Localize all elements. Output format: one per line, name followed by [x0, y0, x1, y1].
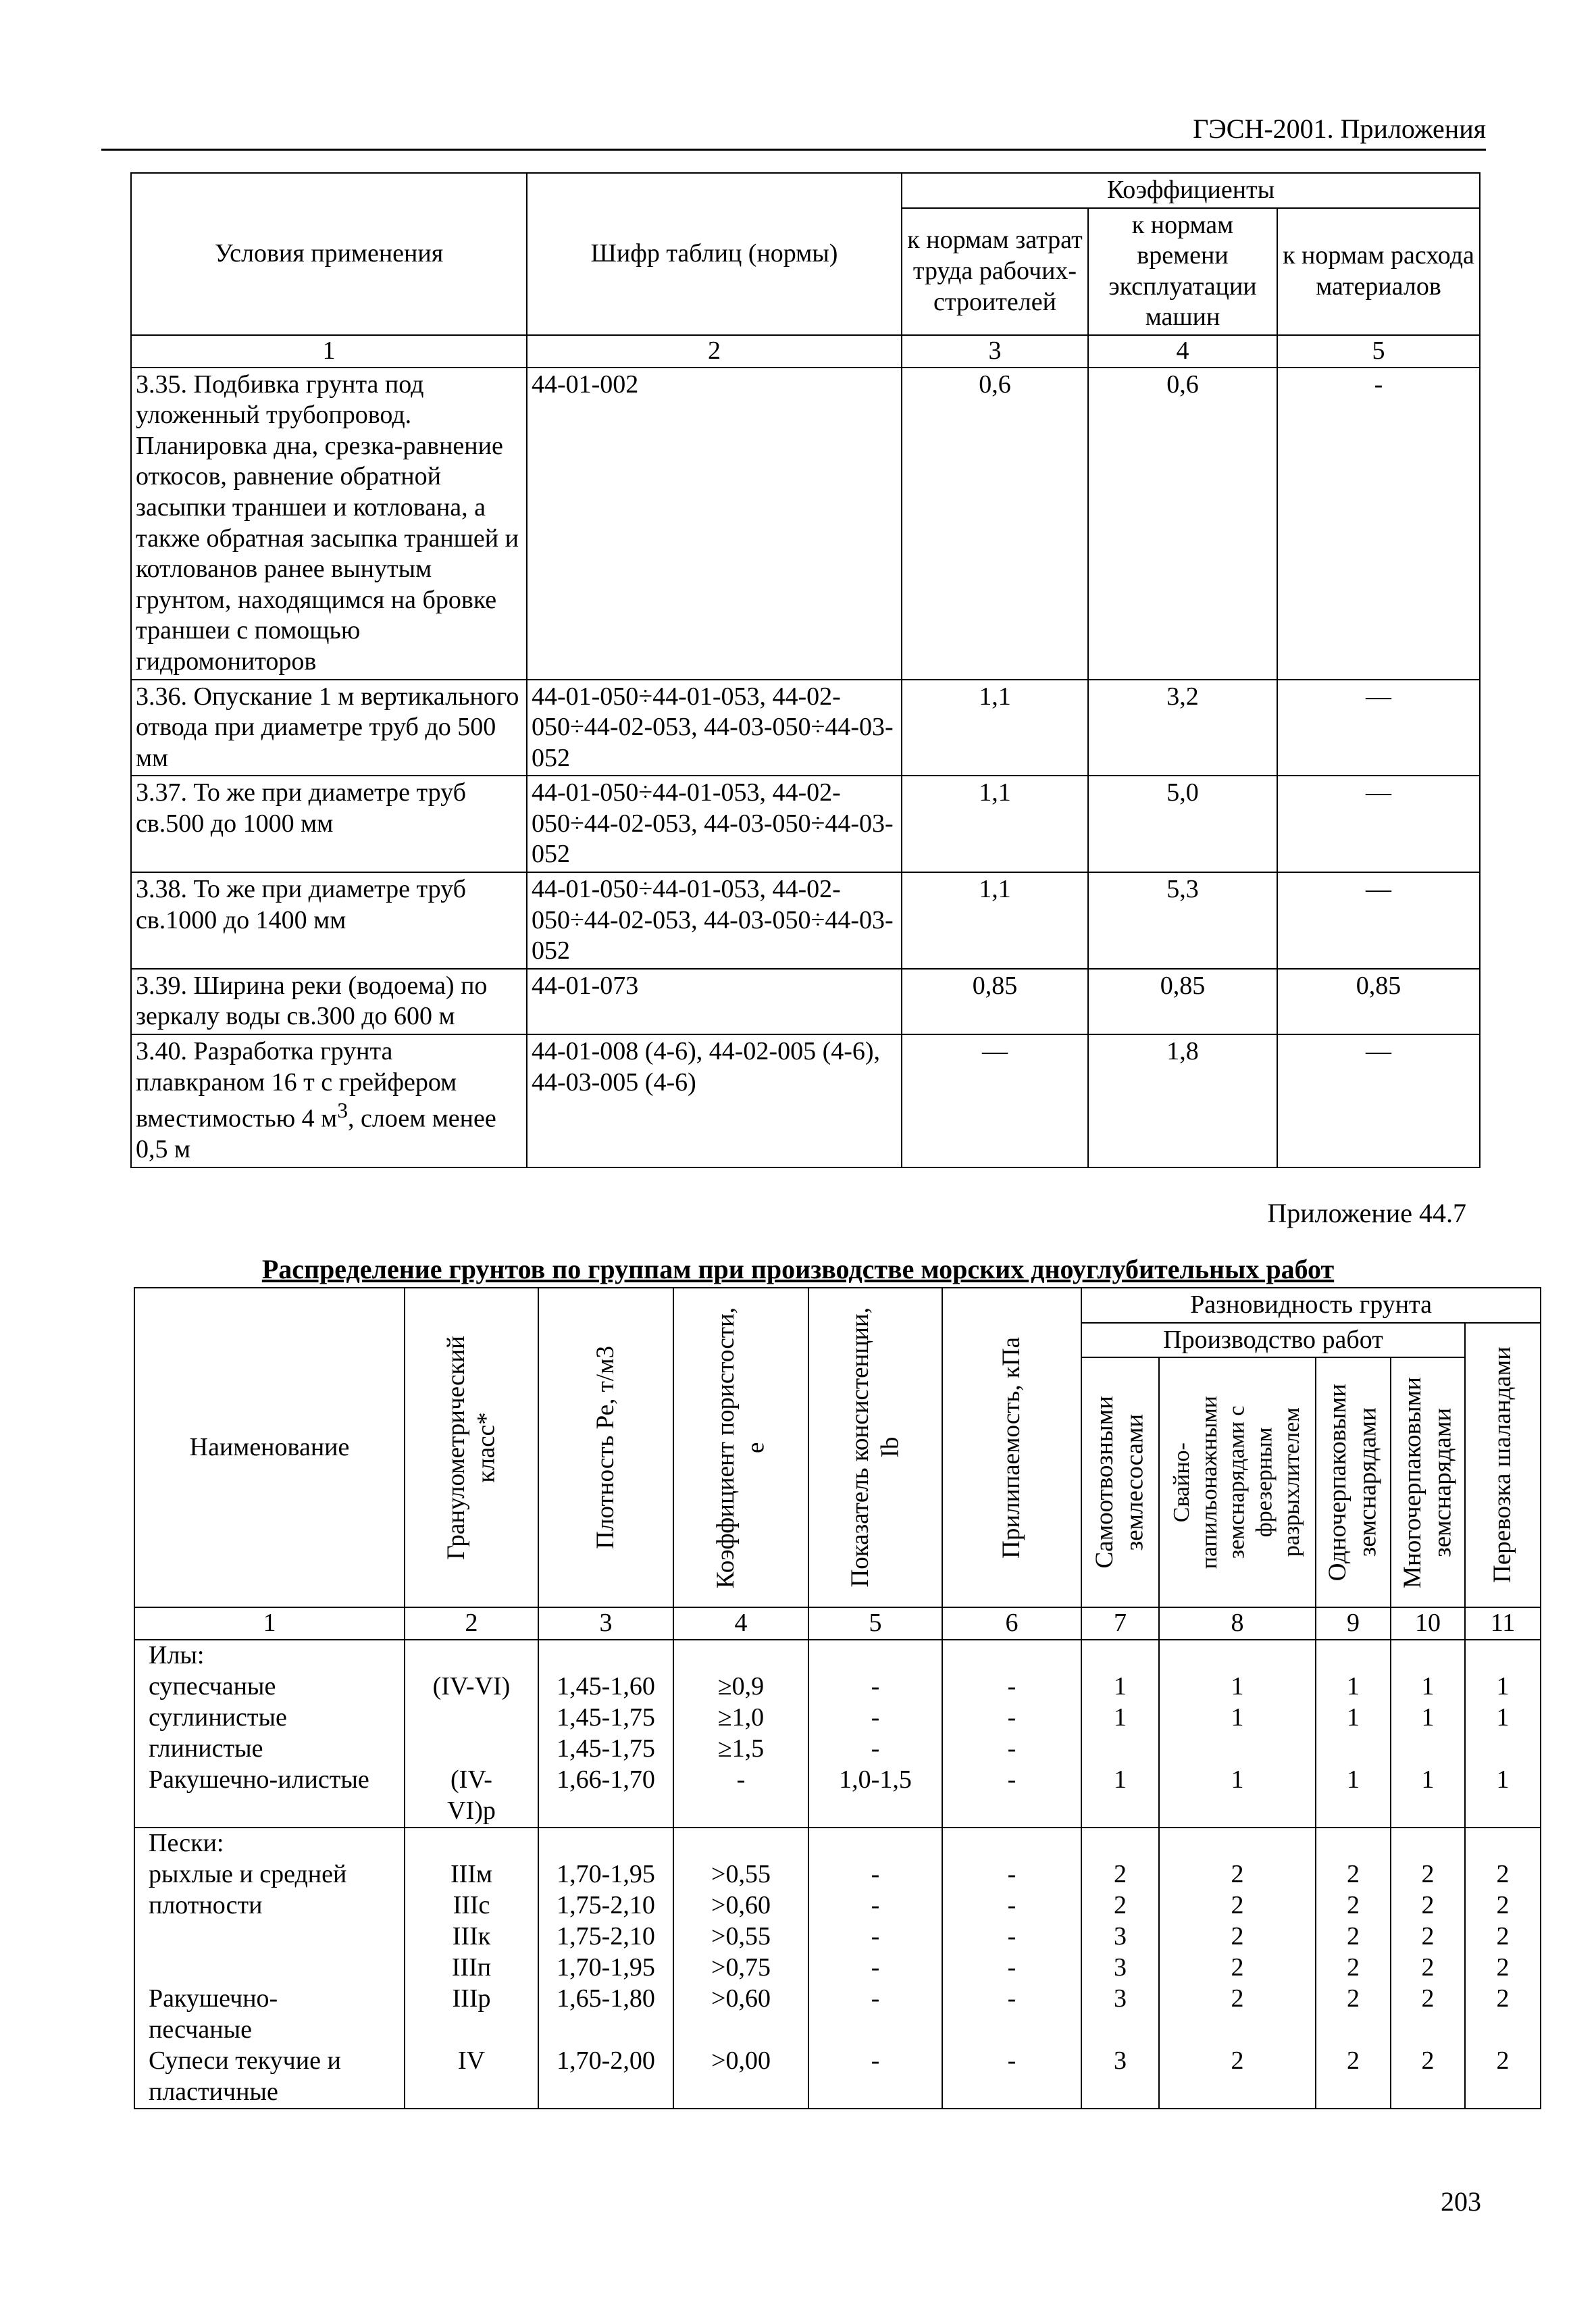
t2-col-consistency: Показатель консистенции, Ib	[808, 1288, 942, 1607]
t2-cell	[1316, 1640, 1391, 1671]
t2-cell: 2	[1316, 1890, 1391, 1921]
t1-header-row-1	[131, 173, 1480, 208]
t2-col-adhesion: Прилипаемость, кПа	[942, 1288, 1081, 1607]
t1-row	[131, 1034, 1480, 1167]
t2-cell: 1,45-1,75	[538, 1734, 673, 1765]
t2-cell: IIIк	[405, 1921, 538, 1953]
t2-cell: IV	[405, 2046, 538, 2077]
t2-cell: 1	[1391, 1671, 1465, 1703]
t2-cell: 1	[1465, 1671, 1541, 1703]
t1-k1: 1,1	[902, 872, 1088, 969]
t2-cell: 2	[1159, 1890, 1316, 1921]
t2-cell	[1081, 1640, 1159, 1671]
t2-name: Илы:	[134, 1640, 405, 1671]
t2-col-name: Наименование	[134, 1288, 405, 1607]
t2-cell	[1159, 1796, 1316, 1828]
t2-cell: 2	[1391, 1984, 1465, 2015]
t2-num: 3	[538, 1607, 673, 1640]
t2-num: 11	[1465, 1607, 1541, 1640]
t2-cell: -	[808, 2046, 942, 2077]
t1-code: 44-01-050÷44-01-053, 44-02-050÷44-02-053, 44-03-050÷44-03-052	[527, 872, 902, 969]
t1-k3: —	[1277, 1034, 1480, 1167]
t2-cell	[405, 1640, 538, 1671]
t2-cell: 1,70-1,95	[538, 1859, 673, 1890]
t1-col-conditions: Условия применения	[131, 173, 527, 335]
t2-cell: 2	[1316, 1921, 1391, 1953]
t1-row	[131, 776, 1480, 872]
t2-row	[134, 1703, 1541, 1734]
t2-cell	[405, 1703, 538, 1734]
t1-num: 1	[131, 335, 527, 368]
t2-cell	[1081, 1796, 1159, 1828]
t2-row	[134, 1828, 1541, 1859]
t2-num: 9	[1316, 1607, 1391, 1640]
t2-cell: >0,55	[673, 1921, 808, 1953]
t2-name: Ракушечно-илистые	[134, 1765, 405, 1796]
t1-k2: 3,2	[1088, 680, 1277, 776]
t1-code: 44-01-050÷44-01-053, 44-02-050÷44-02-053, 44-03-050÷44-03-052	[527, 776, 902, 872]
t2-cell: -	[808, 1703, 942, 1734]
t2-cell	[1316, 1796, 1391, 1828]
coefficients-table	[130, 172, 1481, 1168]
t1-k2: 1,8	[1088, 1034, 1277, 1167]
t2-cell	[1465, 1828, 1541, 1859]
t2-cell: 2	[1465, 1953, 1541, 1984]
t2-row	[134, 1953, 1541, 1984]
t2-cell: 1	[1465, 1765, 1541, 1796]
t2-cell: >0,00	[673, 2046, 808, 2077]
t2-name: пластичные	[134, 2077, 405, 2109]
table2-title: Распределение грунтов по группам при производстве морских дноуглубительных работ	[261, 1254, 1335, 1284]
t2-cell: -	[808, 1734, 942, 1765]
t2-cell	[1159, 1828, 1316, 1859]
t2-cell: 2	[1391, 2046, 1465, 2077]
t2-col-density: Плотность Ре, т/м3	[538, 1288, 673, 1607]
t2-num: 7	[1081, 1607, 1159, 1640]
t2-cell: ≥1,0	[673, 1703, 808, 1734]
t2-cell: -	[942, 1734, 1081, 1765]
t2-name	[134, 1953, 405, 1984]
t1-k2: 0,6	[1088, 368, 1277, 680]
t1-k3: -	[1277, 368, 1480, 680]
t2-cell: 2	[1316, 1859, 1391, 1890]
t2-cell	[1159, 1640, 1316, 1671]
t2-row	[134, 1734, 1541, 1765]
t2-cell	[1465, 1734, 1541, 1765]
t2-number-row	[134, 1607, 1541, 1640]
t2-cell	[1465, 2077, 1541, 2109]
t1-k1: 1,1	[902, 776, 1088, 872]
t2-cell	[405, 1734, 538, 1765]
t2-cell: 2	[1159, 1859, 1316, 1890]
t1-num: 4	[1088, 335, 1277, 368]
t1-row	[131, 368, 1480, 680]
t2-cell: 1	[1391, 1703, 1465, 1734]
t2-cell: 2	[1081, 1859, 1159, 1890]
t2-cell: 1	[1081, 1765, 1159, 1796]
t2-cell: >0,60	[673, 1984, 808, 2015]
t2-cell	[1391, 1734, 1465, 1765]
t2-cell	[673, 1828, 808, 1859]
t2-cell	[808, 1796, 942, 1828]
t2-cell: VI)р	[405, 1796, 538, 1828]
t2-row	[134, 1921, 1541, 1953]
t2-cell: 1,75-2,10	[538, 1921, 673, 1953]
running-header	[101, 108, 1486, 151]
t2-cell: -	[808, 1921, 942, 1953]
t1-cond-sup: 3	[337, 1099, 349, 1123]
t2-cell	[1159, 2015, 1316, 2046]
t1-cond-post: , слоем менее 0,5 м	[136, 1104, 496, 1164]
t1-k2: 0,85	[1088, 969, 1277, 1034]
t2-cell: 1	[1316, 1703, 1391, 1734]
t2-cell	[673, 2077, 808, 2109]
t2-cell: 2	[1465, 1984, 1541, 2015]
t2-cell	[1159, 2077, 1316, 2109]
t1-k3: —	[1277, 872, 1480, 969]
t2-cell: -	[942, 1703, 1081, 1734]
t1-cond-pre: 3.40. Разработка грунта плавкраном 16 т с грейфером вместимостью 4 м	[136, 1037, 457, 1133]
t1-row	[131, 680, 1480, 776]
t1-code: 44-01-002	[527, 368, 902, 680]
t2-name: Супеси текучие и	[134, 2046, 405, 2077]
t2-cell: >0,55	[673, 1859, 808, 1890]
t2-cell: -	[808, 1890, 942, 1921]
t2-name: рыхлые и средней	[134, 1859, 405, 1890]
t1-row	[131, 969, 1480, 1034]
t2-cell	[405, 2077, 538, 2109]
t2-name: Ракушечно-	[134, 1984, 405, 2015]
t2-cell	[1465, 1796, 1541, 1828]
t2-row	[134, 1640, 1541, 1671]
t2-cell	[1081, 1734, 1159, 1765]
t2-row	[134, 2015, 1541, 2046]
t2-num: 8	[1159, 1607, 1316, 1640]
t2-cell: 3	[1081, 1921, 1159, 1953]
t2-cell	[538, 1828, 673, 1859]
t2-col-class: Гранулометрический класс*	[405, 1288, 538, 1607]
t2-num: 5	[808, 1607, 942, 1640]
t1-num: 2	[527, 335, 902, 368]
t2-col-self-propelled: Самоотвозными землесосами	[1081, 1357, 1159, 1607]
t1-cond: 3.35. Подбивка грунта под уложенный трубопровод. Планировка дна, срезка-равнение откосов, равнение обратной засыпки траншеи и котлована, а также обратная засыпка траншей и котлованов ранее вынутым грунтом, находящимся на бровке траншеи с помощью гидромониторов	[131, 368, 527, 680]
t2-production-group: Производство работ	[1081, 1323, 1465, 1358]
t2-cell	[538, 2077, 673, 2109]
t2-cell: -	[808, 1984, 942, 2015]
t2-cell: (IV-	[405, 1765, 538, 1796]
appendix-label: Приложение 44.7	[1267, 1198, 1466, 1228]
t2-num: 10	[1391, 1607, 1465, 1640]
t1-k3: 0,85	[1277, 969, 1480, 1034]
t2-cell	[808, 1640, 942, 1671]
t2-col-porosity: Коэффициент пористости, e	[673, 1288, 808, 1607]
t2-cell: 1	[1159, 1703, 1316, 1734]
t1-col-machines: к нормам времени эксплуатации машин	[1088, 208, 1277, 335]
t2-cell: -	[942, 1859, 1081, 1890]
t1-num: 5	[1277, 335, 1480, 368]
t2-cell: 1,65-1,80	[538, 1984, 673, 2015]
t2-col-scows: Перевозка шаландами	[1465, 1323, 1541, 1608]
t2-cell: 2	[1465, 1921, 1541, 1953]
t2-col-single-bucket: Одночерпаковыми земснарядами	[1316, 1357, 1391, 1607]
t2-row	[134, 1859, 1541, 1890]
t2-cell: -	[808, 1953, 942, 1984]
t2-cell: 2	[1316, 1953, 1391, 1984]
t2-cell: 2	[1316, 2046, 1391, 2077]
t2-cell: ≥1,5	[673, 1734, 808, 1765]
t2-cell: 1	[1081, 1703, 1159, 1734]
t2-cell: 1,70-2,00	[538, 2046, 673, 2077]
t2-cell	[1391, 1828, 1465, 1859]
t2-cell	[1391, 2077, 1465, 2109]
t2-variety-group: Разновидность грунта	[1081, 1288, 1541, 1323]
t2-num: 6	[942, 1607, 1081, 1640]
t2-cell: 1,70-1,95	[538, 1953, 673, 1984]
t2-name: суглинистые	[134, 1703, 405, 1734]
t1-k2: 5,0	[1088, 776, 1277, 872]
t2-cell	[1391, 1640, 1465, 1671]
t1-code: 44-01-050÷44-01-053, 44-02-050÷44-02-053, 44-03-050÷44-03-052	[527, 680, 902, 776]
t2-row	[134, 2046, 1541, 2077]
t2-name: песчаные	[134, 2015, 405, 2046]
t2-cell: 1,0-1,5	[808, 1765, 942, 1796]
soil-groups-table	[134, 1287, 1541, 2109]
t2-num: 1	[134, 1607, 405, 1640]
t2-cell: 2	[1391, 1921, 1465, 1953]
t1-col-code: Шифр таблиц (нормы)	[527, 173, 902, 335]
t1-k1: 0,85	[902, 969, 1088, 1034]
t2-num: 4	[673, 1607, 808, 1640]
t2-cell: -	[942, 1765, 1081, 1796]
t2-cell: 2	[1159, 1921, 1316, 1953]
t2-cell: 1	[1159, 1765, 1316, 1796]
t2-cell: 3	[1081, 1984, 1159, 2015]
t2-cell: IIIм	[405, 1859, 538, 1890]
t2-cell: 1	[1316, 1671, 1391, 1703]
t1-cond: 3.36. Опускание 1 м вертикального отвода при диаметре труб до 500 мм	[131, 680, 527, 776]
t2-row	[134, 1765, 1541, 1796]
t2-name	[134, 1921, 405, 1953]
t2-cell: -	[942, 1984, 1081, 2015]
t2-cell	[1316, 1828, 1391, 1859]
t2-cell	[942, 1796, 1081, 1828]
t2-cell	[673, 1640, 808, 1671]
t2-cell	[673, 2015, 808, 2046]
t2-cell: 1,75-2,10	[538, 1890, 673, 1921]
t2-cell: 1,45-1,60	[538, 1671, 673, 1703]
t2-cell: -	[942, 2046, 1081, 2077]
t2-cell: IIIр	[405, 1984, 538, 2015]
t2-row	[134, 1984, 1541, 2015]
t2-cell	[1081, 2015, 1159, 2046]
t2-cell: 2	[1391, 1953, 1465, 1984]
t2-cell	[1465, 2015, 1541, 2046]
t2-cell: 2	[1391, 1859, 1465, 1890]
t2-cell	[1465, 1640, 1541, 1671]
t2-cell: 3	[1081, 2046, 1159, 2077]
t2-col-pile: Свайно- папильонажными земснарядами с фрезерным разрыхлителем	[1159, 1357, 1316, 1607]
t2-cell: -	[942, 1921, 1081, 1953]
t2-cell: 1	[1465, 1703, 1541, 1734]
t2-cell: 1	[1391, 1765, 1465, 1796]
t2-row	[134, 1890, 1541, 1921]
t1-code: 44-01-008 (4-6), 44-02-005 (4-6), 44-03-005 (4-6)	[527, 1034, 902, 1167]
t2-cell: 2	[1159, 1953, 1316, 1984]
t1-number-row	[131, 335, 1480, 368]
t2-cell: 1,45-1,75	[538, 1703, 673, 1734]
t1-k1: 1,1	[902, 680, 1088, 776]
t2-cell	[808, 1828, 942, 1859]
t2-cell: 2	[1391, 1890, 1465, 1921]
t1-k2: 5,3	[1088, 872, 1277, 969]
t2-name: глинистые	[134, 1734, 405, 1765]
t2-cell: 2	[1465, 2046, 1541, 2077]
t1-cond: 3.39. Ширина реки (водоема) по зеркалу воды св.300 до 600 м	[131, 969, 527, 1034]
t2-cell: -	[808, 1859, 942, 1890]
t2-cell: 1	[1081, 1671, 1159, 1703]
t2-cell	[808, 2015, 942, 2046]
t2-name	[134, 1796, 405, 1828]
t2-cell	[538, 1640, 673, 1671]
t1-col-materials: к нормам расхода материалов	[1277, 208, 1480, 335]
t1-cond	[131, 1034, 527, 1167]
t2-cell: 2	[1159, 1984, 1316, 2015]
t2-cell	[808, 2077, 942, 2109]
t2-cell: 2	[1316, 1984, 1391, 2015]
t2-cell: (IV-VI)	[405, 1671, 538, 1703]
t2-cell	[1316, 2077, 1391, 2109]
t2-cell	[538, 2015, 673, 2046]
t1-num: 3	[902, 335, 1088, 368]
t2-cell	[538, 1796, 673, 1828]
t1-code: 44-01-073	[527, 969, 902, 1034]
t2-cell	[405, 2015, 538, 2046]
t2-name: Пески:	[134, 1828, 405, 1859]
t2-cell: >0,75	[673, 1953, 808, 1984]
t2-cell	[1159, 1734, 1316, 1765]
t2-cell: IIIс	[405, 1890, 538, 1921]
t2-cell	[942, 2077, 1081, 2109]
t1-cond: 3.38. То же при диаметре труб св.1000 до 1400 мм	[131, 872, 527, 969]
t1-col-labor: к нормам затрат труда рабочих-строителей	[902, 208, 1088, 335]
t2-cell	[942, 1828, 1081, 1859]
t2-num: 2	[405, 1607, 538, 1640]
t2-cell: 2	[1465, 1859, 1541, 1890]
t2-cell: >0,60	[673, 1890, 808, 1921]
page-number: 203	[1441, 2186, 1481, 2217]
t1-coef-group: Коэффициенты	[902, 173, 1480, 208]
t2-cell: 2	[1081, 1890, 1159, 1921]
t2-name: супесчаные	[134, 1671, 405, 1703]
t1-k1: 0,6	[902, 368, 1088, 680]
t2-cell: 1	[1316, 1765, 1391, 1796]
t2-cell: 2	[1465, 1890, 1541, 1921]
t2-cell: -	[942, 1890, 1081, 1921]
t1-k3: —	[1277, 776, 1480, 872]
header-title: ГЭСН-2001. Приложения	[1193, 114, 1486, 144]
t2-cell: -	[808, 1671, 942, 1703]
t2-cell	[1391, 2015, 1465, 2046]
t1-k3: —	[1277, 680, 1480, 776]
t2-cell	[405, 1828, 538, 1859]
t2-cell: -	[942, 1671, 1081, 1703]
t2-cell	[942, 2015, 1081, 2046]
t2-cell: IIIп	[405, 1953, 538, 1984]
t2-name: плотности	[134, 1890, 405, 1921]
t2-cell	[1081, 1828, 1159, 1859]
t2-row	[134, 2077, 1541, 2109]
t2-col-multi-bucket: Многочерпаковыми земснарядами	[1391, 1357, 1465, 1607]
t2-cell	[1316, 1734, 1391, 1765]
t2-cell: 2	[1159, 2046, 1316, 2077]
t2-row	[134, 1796, 1541, 1828]
t1-row	[131, 872, 1480, 969]
t2-cell	[673, 1796, 808, 1828]
t2-cell	[1391, 1796, 1465, 1828]
t2-cell	[1316, 2015, 1391, 2046]
t2-header-row-1	[134, 1288, 1541, 1323]
t2-cell: 1,66-1,70	[538, 1765, 673, 1796]
t1-cond: 3.37. То же при диаметре труб св.500 до 1000 мм	[131, 776, 527, 872]
t2-cell: -	[942, 1953, 1081, 1984]
t2-cell: 1	[1159, 1671, 1316, 1703]
t2-row	[134, 1671, 1541, 1703]
t2-cell: 3	[1081, 1953, 1159, 1984]
t2-cell: ≥0,9	[673, 1671, 808, 1703]
t2-cell: -	[673, 1765, 808, 1796]
t2-cell	[1081, 2077, 1159, 2109]
t1-k1: —	[902, 1034, 1088, 1167]
t2-cell	[942, 1640, 1081, 1671]
